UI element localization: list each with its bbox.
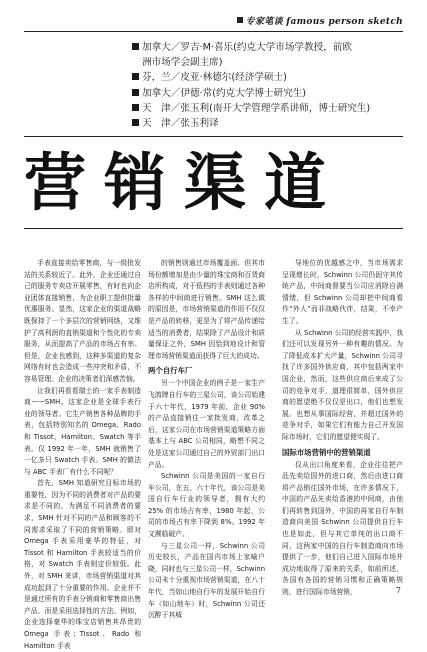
- section-subhead: 两个自行车厂: [148, 366, 193, 376]
- author-line: [132, 40, 412, 55]
- paragraph: Schwinn 公司是美国的一家自行车公司，在五、六十年代，该公司是美国自行车行业的领导者，拥有大约 25% 的市场占有率，1980 年起，公司的市场占有率下降到 8%。1992 年又濒临破产。: [148, 472, 265, 539]
- text-column-3: [282, 258, 403, 599]
- paragraph: 手表直接卖给零售商，与一级批发站的关系较近了。此外，企业还通过自己的服务专卖店开展零售，有时也向企业团体直接销售，为企业职工提供批量优惠服务。显然，这家企业的渠道战略既保持了一个多层次的营销网络，又维护了高利润的直销渠道和个性化的专卖服务，从而提高了产品的市场占有率。但是，企业也感到，这种多渠道的复杂网络有时也会造成一些冲突和矛盾，不容易管理。企业的决策者们深感苦恼。: [24, 259, 141, 383]
- square-bullet-icon: [132, 43, 139, 50]
- article-title: 营销渠道: [24, 146, 345, 219]
- headline-rule-bottom: [24, 228, 403, 229]
- text-column-2: [148, 258, 265, 622]
- column-label-text: 专家笔谈 famous person sketch: [245, 17, 403, 27]
- author-line: [132, 70, 412, 85]
- paragraph: 另一个中国企业的例子是一家生产飞鸽牌自行车的三星公司，该公司始建于六十年代，1979 年前，企业 90% 的产品直接销往一家批发商，改革之后，这家公司在市场营销渠道策略方面基本上与 ABC 公司相同，略想不同之处是这家公司通过自己的外贸部门出口产品。: [148, 379, 265, 469]
- page-number: 7: [395, 586, 401, 595]
- section-subhead: 国际市场营销中的营销渠道: [282, 447, 371, 457]
- paragraph: 与三星公司一样，Schwinn 公司历史较长，产品在国内市场上家喻户晓，同时也与三星公司一样，Schwinn 公司未十分重视市场营销渠道，在八十年代，当如山地自行车的发展开始自行车（如山地车）时，Schwinn 公司还沉醉于其城: [148, 541, 265, 620]
- paragraph: 仅从出口角度来看，企业往往把产品先卖给国外的进口商，然后由进口商将产品销往国外市场，在许多情况下，中国的产品先卖给香港的中间商，由他们再转售到国外，中国的再家自行车制造商向美国 Schwinn 公司提供自行车也是如此，但与其它单纯的出口商不同，这两家中国的自行车制造商向市场提供了一步，他们自己进入国际市场并成功地取得了原来的关系，如前所述，各国有各国的营销习惯和正确策略规则，进行国际市场营销，: [282, 460, 403, 597]
- square-bullet-icon: [132, 89, 139, 96]
- author-line: [132, 86, 412, 101]
- text-column-1: [24, 258, 141, 652]
- author-line: [132, 116, 412, 131]
- author-text: 芬，兰／皮亚·林德尔(经济学硕士): [142, 72, 287, 84]
- paragraph: 导地位的优越感之中，当市场需求呈现增长时，Schwinn 公司仍固守其传统产品，中间商督要当公司应消除自满情绪，但 Schwinn 公司却把中间商看作“外人”而非战略伙伴，结果，不幸产生了。: [282, 259, 403, 325]
- headline-rule-top: [24, 136, 403, 137]
- author-line: [132, 101, 412, 116]
- page-header: [0, 8, 427, 34]
- headline-block: [0, 136, 427, 231]
- author-text: 天 津／张玉利译: [142, 118, 219, 130]
- square-bullet-icon: [132, 73, 139, 80]
- author-text: 加拿大／伊德·常(约克大学博士研究生): [142, 87, 307, 99]
- square-bullet-icon: [132, 104, 139, 111]
- paragraph: 首先，SMH 知道研究目标市场的重要性，因为不同的消费者对产品的要求是不同的，为满足不同消费者的要求，SMH 针对不同的产品和顾客的不同需求采取了不同的营销策略。即对 Omega 手表采用豪华的特征，对 Tissot 和 Hamilton 手表较适当的价格，对 Swatch 手表则定价较低。此外，对 SMH 来讲，市场营销渠道对其成功起到了十分重要的作用。企业并不是通过所有的手表分销商和零售商出售产品，而是采用选择性的方法。例如，企业选择豪华的珠宝店销售其昂贵的 Omega 手表；Tissot、Rado 和 Hamilton 手表: [24, 479, 141, 650]
- paragraph: 的销售则通过市场覆盖面、但其市场份额增加是由少量的珠宝商和百货商店所构成，对于低档的手表则通过各种各样的中间商进行销售。SMH 这么做的原因是，市场营销渠道的作用不仅仅是产品的转移，更是为了将产品传递给适当的消费者，结果除了产品设计和质量保证之外，SMH 因恰到地设计和管理市场营销渠道而获得了巨大的成功。: [148, 259, 265, 360]
- paragraph: 让我们再看看瑞士的一家手表制造商——SMH。这家企业是全球手表行业的领导者。它生产销售各种品牌的手表，包括特别知名的 Omega、Rado 和 Tissot、Hamilton、Swatch 等手表。仅 1992 年一年，SMH 就销售了一亿多只 Swatch 手表。SMH 的做法与 ABC 手表厂有什么不同呢？: [24, 386, 141, 476]
- author-text: 洲市场学会副主席): [142, 57, 223, 69]
- column-label: [237, 14, 403, 27]
- paragraph: 从 Schwinn 公司的经营实践中，我们还可以发现另外一种有趣的情况。为了降低成本扩大产量，Schwinn 公司寻找了许多国外供应商，其中包括两家中国企业，然而，这些供应商后来成了公司的竞争对手，道理很简单，国外供应商的愿望绝不仅仅是出口，他们也想发展。也想从事国际经营，并超过国外的竞争对手，如果它们有能力自己开发国际市场时，它们的愿望便实现了。: [282, 328, 403, 441]
- header-rule: [24, 31, 403, 32]
- square-bullet-icon: [132, 119, 139, 126]
- author-line: [132, 55, 412, 70]
- square-bullet-icon: [237, 17, 243, 23]
- author-text: 加拿大／罗吉·M·喜乐(约克大学市场学教授，前欧: [142, 42, 352, 53]
- author-list: [132, 40, 412, 131]
- author-text: 天 津／张玉利(南开大学管理学系讲师，博士研究生): [142, 102, 371, 114]
